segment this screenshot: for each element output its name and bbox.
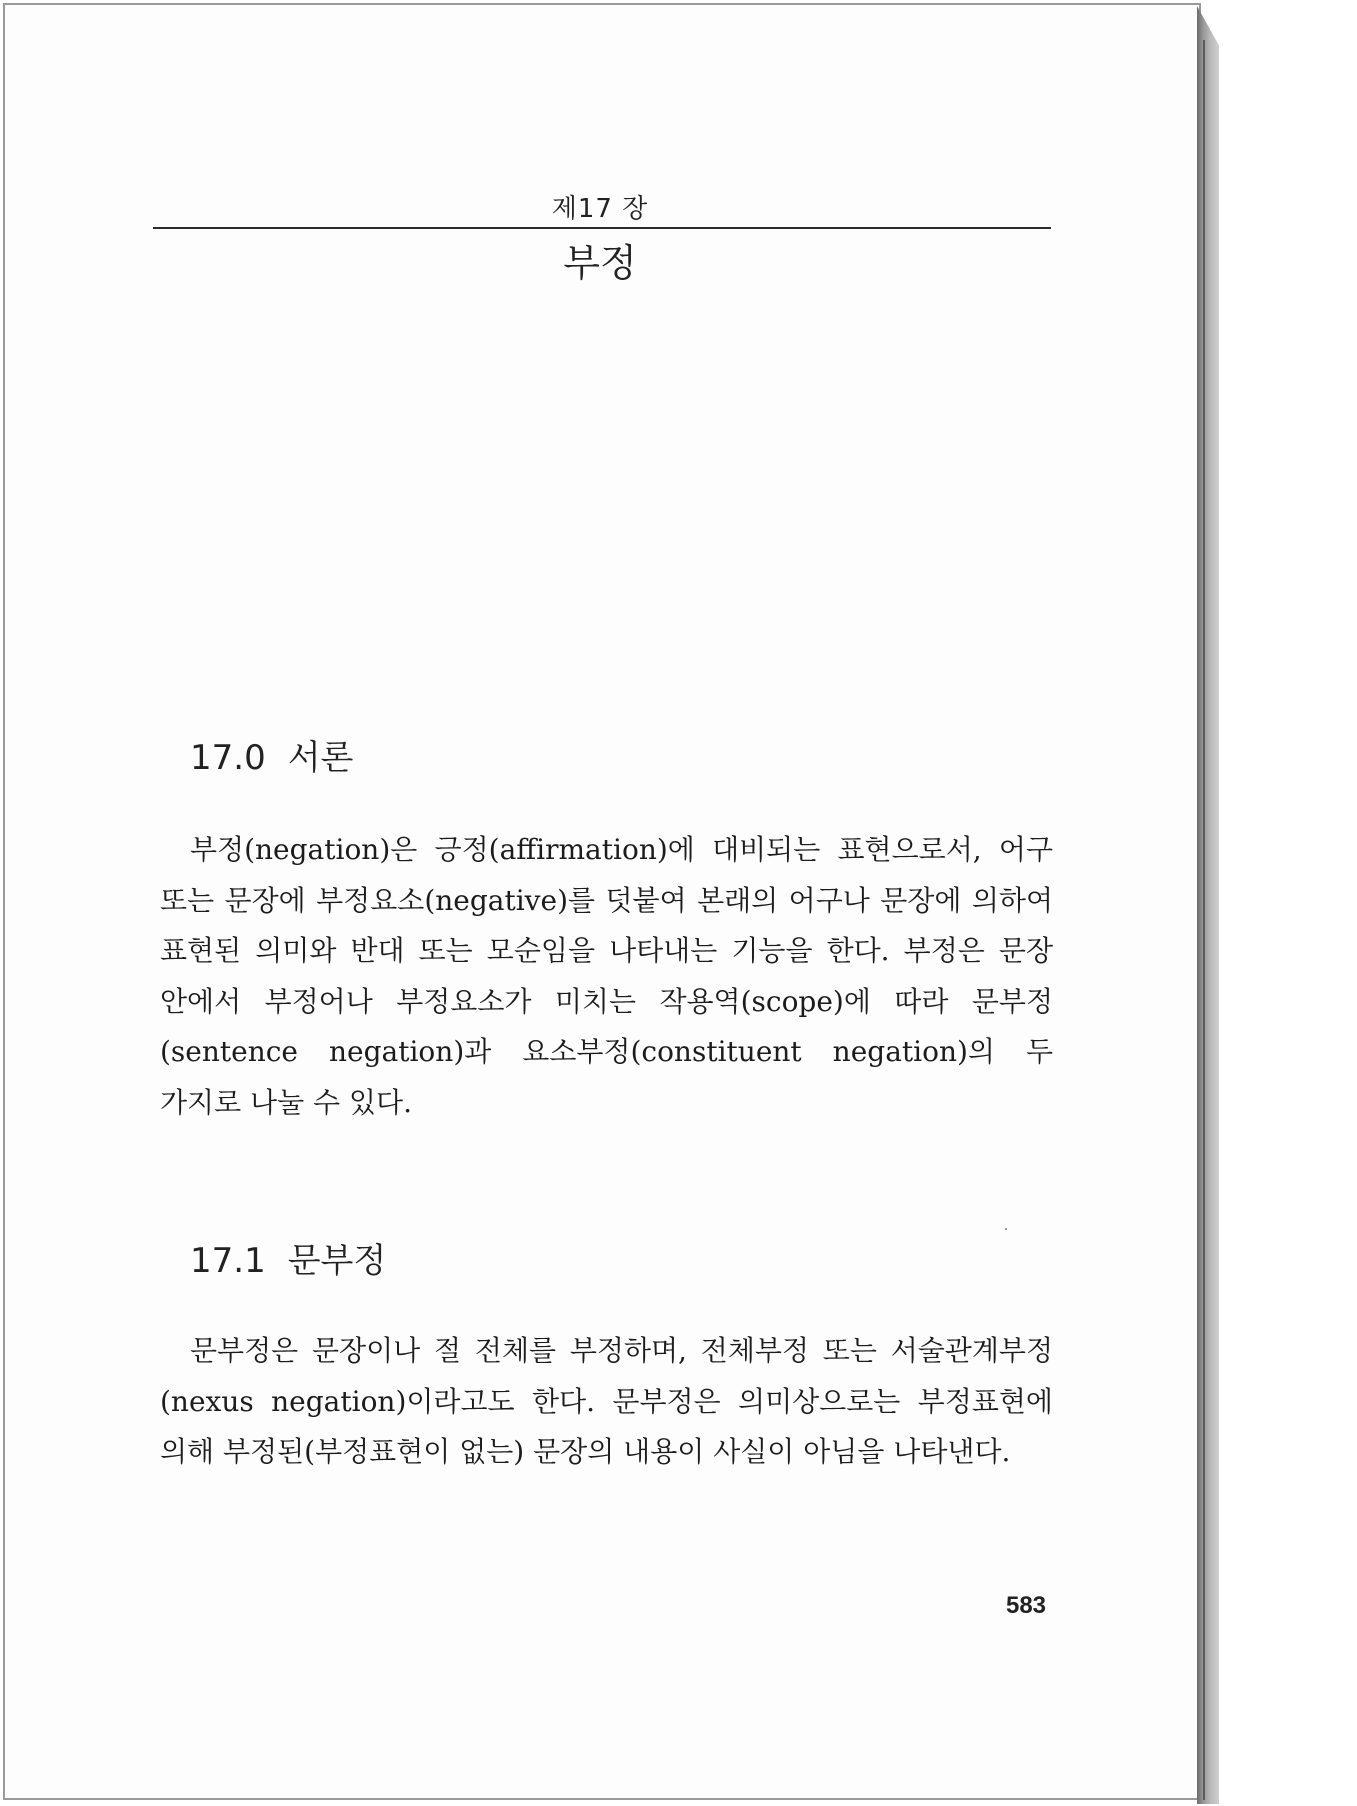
section-number: 17.0 (190, 738, 266, 778)
chapter-title: 부정 (563, 241, 637, 285)
section-title: 문부정 (287, 1241, 387, 1281)
section-paragraph-17-1: 문부정은 문장이나 절 전체를 부정하며, 전체부정 또는 서술관계부정(nexus negation)이라고도 한다. 문부정은 의미상으로는 부정표현에 의해 부정된(부정표현이 없는) 문장의 내용이 사실이 아님을 나타낸다. (160, 1334, 1053, 1468)
page-stack-edge (1197, 6, 1219, 1804)
section-heading-17-0 (190, 730, 353, 779)
chapter-label: 제17 장 (551, 194, 649, 224)
chapter-divider (153, 227, 1051, 229)
section-paragraph-17-0: 부정(negation)은 긍정(affirmation)에 대비되는 표현으로서, 어구 또는 문장에 부정요소(negative)를 덧붙여 본래의 어구나 문장에 의하여 표현된 의미와 반대 또는 모순임을 나타내는 기능을 한다. 부정은 문장 안에서 부정어나 부정요소가 미치는 작용역(scope)에 따라 문부정(sentence negation)과 요소부정(constituent negation)의 두 가지로 나눌 수 있다. (160, 833, 1053, 1119)
section-title: 서론 (287, 738, 354, 778)
scan-speck (1005, 1228, 1007, 1230)
page-edge-shadow (1203, 40, 1205, 1800)
section-number: 17.1 (190, 1241, 266, 1281)
page-number: 583 (1005, 1592, 1047, 1619)
section-heading-17-1 (190, 1233, 386, 1282)
